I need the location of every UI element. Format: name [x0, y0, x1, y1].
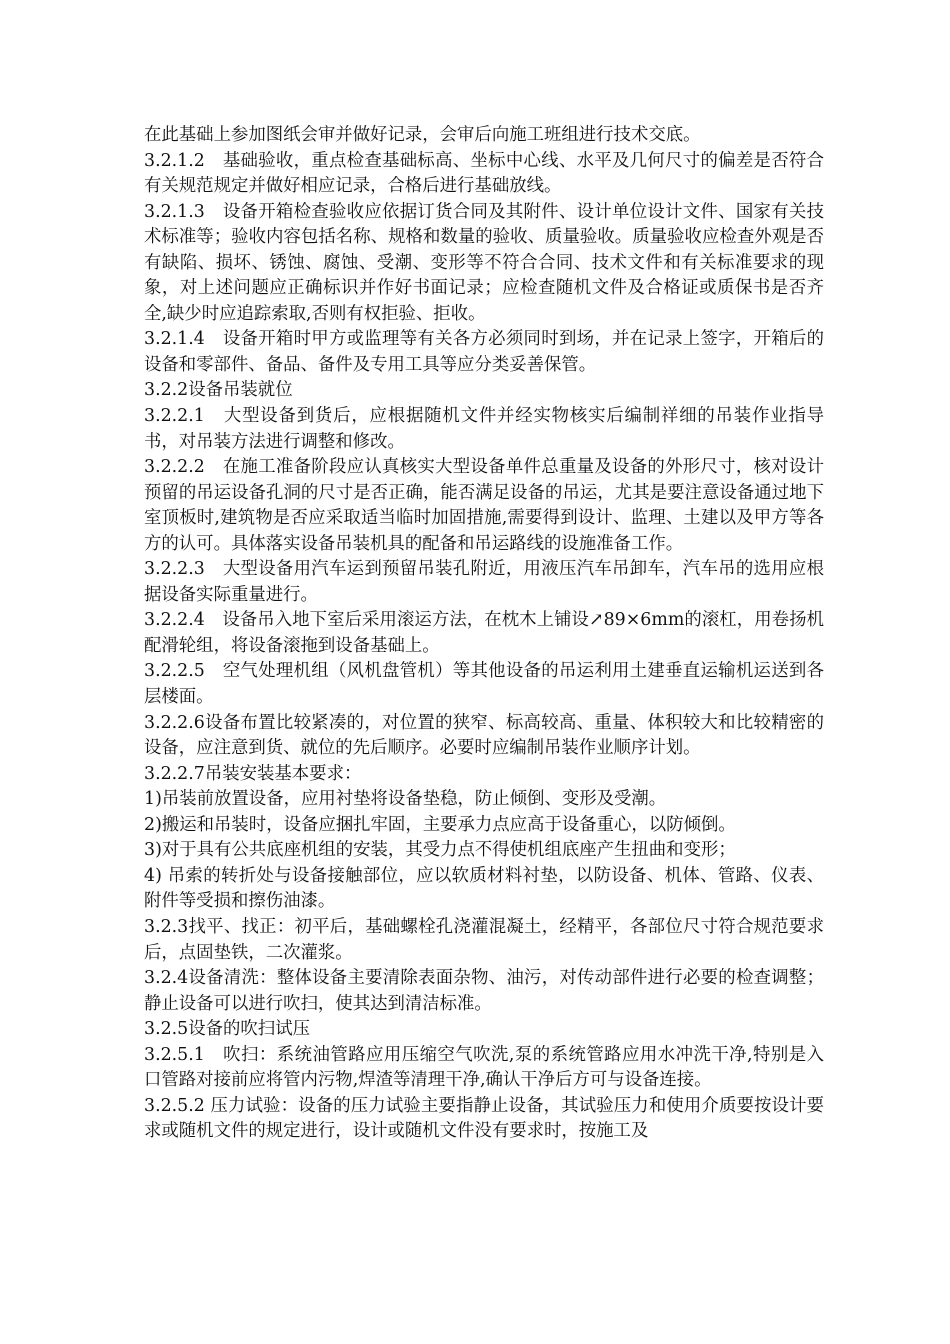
list-item-1: 1)吊装前放置设备，应用衬垫将设备垫稳，防止倾倒、变形及受潮。 — [144, 789, 667, 810]
paragraph-3-2-5-2: 3.2.5.2 压力试验：设备的压力试验主要指静止设备，其试验压力和使用介质要按设计要求或随机文件的规定进行，设计或随机文件没有要求时，按施工及 — [144, 1095, 824, 1142]
paragraph-3-2-2-1: 3.2.2.1 大型设备到货后，应根据随机文件并经实物核实后编制祥细的吊装作业指导书，对吊装方法进行调整和修改。 — [144, 406, 824, 452]
paragraph-3-2-1-2: 3.2.1.2 基础验收，重点检查基础标高、坐标中心线、水平及几何尺寸的偏差是否符合有关规范规定并做好相应记录，合格后进行基础放线。 — [144, 150, 824, 197]
paragraph-intro: 在此基础上参加图纸会审并做好记录，会审后向施工班组进行技术交底。 — [144, 125, 701, 145]
section-heading-3-2-2: 3.2.2设备吊装就位 — [144, 380, 293, 401]
paragraph-3-2-2-5: 3.2.2.5 空气处理机组（风机盘管机）等其他设备的吊运利用土建垂直运输机运送到各层楼面。 — [144, 661, 824, 708]
paragraph-3-2-2-2: 3.2.2.2 在施工准备阶段应认真核实大型设备单件总重量及设备的外形尺寸，核对设计预留的吊运设备孔洞的尺寸是否正确，能否满足设备的吊运，尤其是要注意设备通过地下室顶板时,建筑物是否应采取适当临时加固措施,需要得到设计、监理、土建以及甲方等各方的认可。具体落实设备吊装机具的配备和吊运路线的设施准备工作。 — [144, 457, 824, 554]
section-heading-3-2-5: 3.2.5设备的吹扫试压 — [144, 1019, 310, 1040]
paragraph-3-2-3: 3.2.3找平、找正：初平后，基础螺栓孔浇灌混凝土，经精平，各部位尺寸符合规范要求后，点固垫铁，二次灌浆。 — [144, 916, 824, 963]
document-page — [144, 123, 824, 1145]
paragraph-3-2-1-3: 3.2.1.3 设备开箱检查验收应依据订货合同及其附件、设计单位设计文件、国家有关技术标准等；验收内容包括名称、规格和数量的验收、质量验收。质量验收应检查外观是否有缺陷、损坏、锈蚀、腐蚀、受潮、变形等不符合合同、技术文件和有关标准要求的现象，对上述问题应正确标识并作好书面记录；应检查随机文件及合格证或质保书是否齐全,缺少时应追踪索取,否则有权拒验、拒收。 — [144, 201, 824, 324]
paragraph-3-2-1-4: 3.2.1.4 设备开箱时甲方或监理等有关各方必须同时到场，并在记录上签字，开箱后的设备和零部件、备品、备件及专用工具等应分类妥善保管。 — [144, 329, 824, 375]
list-item-4: 4) 吊索的转折处与设备接触部位，应以软质材料衬垫，以防设备、机体、管路、仪表、附件等受损和擦伤油漆。 — [144, 865, 824, 912]
list-item-2: 2)搬运和吊装时，设备应捆扎牢固，主要承力点应高于设备重心，以防倾倒。 — [144, 814, 736, 835]
paragraph-3-2-4: 3.2.4设备清洗：整体设备主要清除表面杂物、油污，对传动部件进行必要的检查调整；静止设备可以进行吹扫，使其达到清洁标准。 — [144, 968, 824, 1014]
paragraph-3-2-5-1: 3.2.5.1 吹扫：系统油管路应用压缩空气吹洗,泵的系统管路应用水冲洗干净,特别是入口管路对接前应将管内污物,焊渣等清理干净,确认干净后方可与设备连接。 — [144, 1044, 824, 1091]
paragraph-3-2-2-3: 3.2.2.3 大型设备用汽车运到预留吊装孔附近，用液压汽车吊卸车，汽车吊的选用应根据设备实际重量进行。 — [144, 559, 824, 605]
paragraph-3-2-2-7: 3.2.2.7吊装安装基本要求： — [144, 763, 362, 784]
list-item-3: 3)对于具有公共底座机组的安装，其受力点不得使机组底座产生扭曲和变形； — [144, 840, 736, 861]
paragraph-3-2-2-4: 3.2.2.4 设备吊入地下室后采用滚运方法，在枕木上铺设↗89×6mm的滚杠，用卷扬机配滑轮组，将设备滚拖到设备基础上。 — [144, 610, 824, 656]
paragraph-3-2-2-6: 3.2.2.6设备布置比较紧凑的，对位置的狭窄、标高较高、重量、体积较大和比较精密的设备，应注意到货、就位的先后顺序。必要时应编制吊装作业顺序计划。 — [144, 712, 824, 759]
